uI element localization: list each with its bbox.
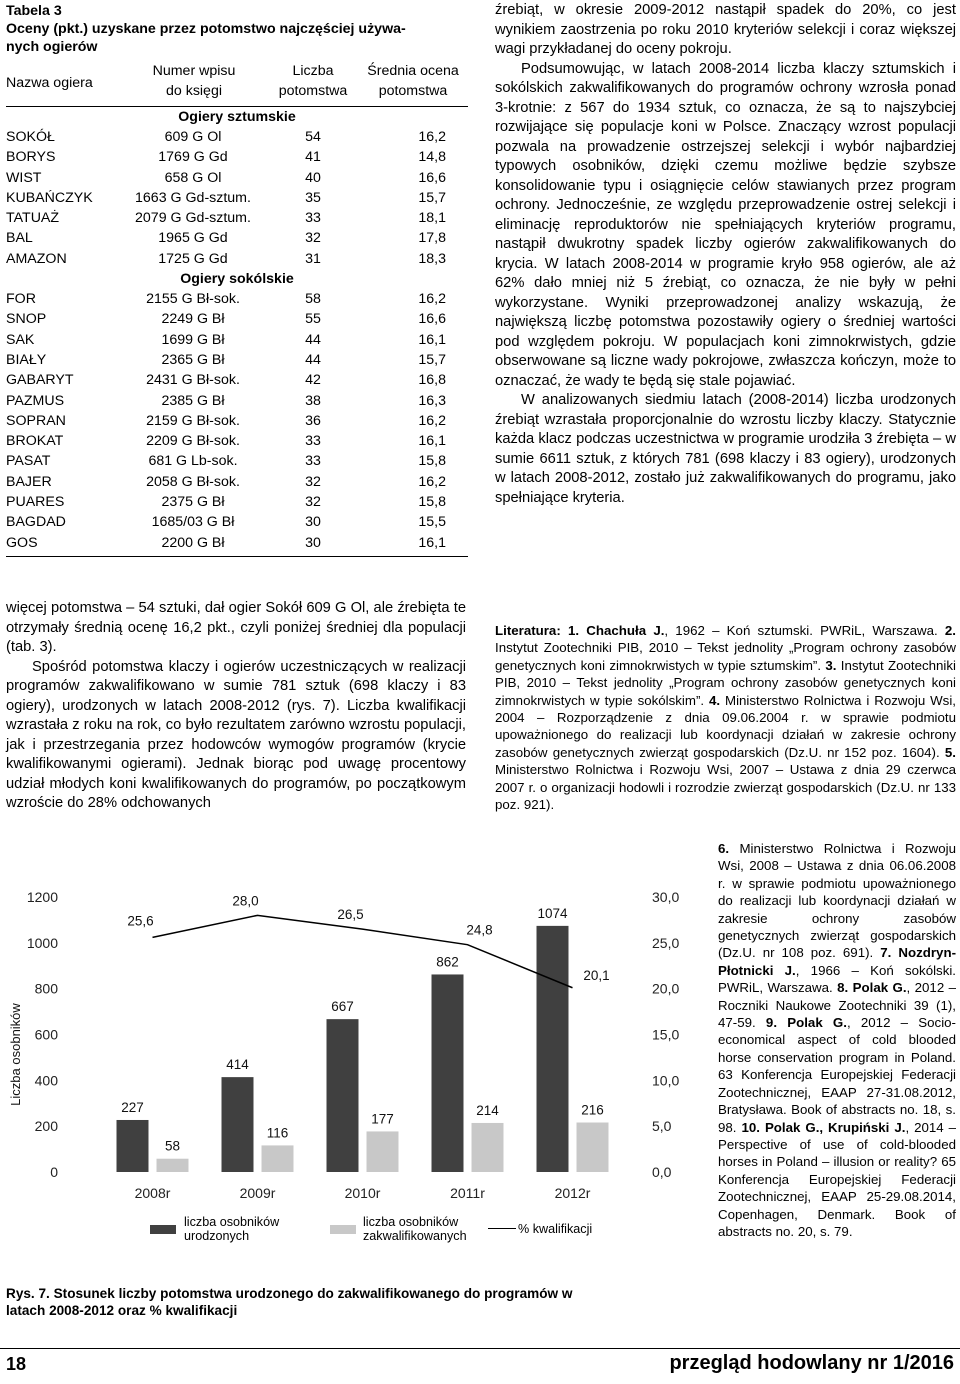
book-number: 2375 G Bł xyxy=(161,494,225,511)
table-row xyxy=(6,472,468,492)
legend-percent: % kwalifikacji xyxy=(518,1222,593,1236)
ref-7-author: Nozdryn-Płotnicki J. xyxy=(718,945,956,978)
right-column-text xyxy=(495,1,956,508)
header-count-l1: Liczba xyxy=(292,63,334,79)
x-tick-label: 2009r xyxy=(239,1185,276,1201)
bar-qualified xyxy=(577,1123,609,1173)
ref-4-text: Ministerstwo Rolnictwa i Rozwoju Wsi, 2004 – Rozporządzenie z dnia 09.06.2004 r. w sprawie podmiotu upoważnionego do realizacji lub koordynacji działań w zakresie ochrony zasobów genetycznych zwierząt gospodarskich (Dz.U. nr 152 poz. 1604). xyxy=(495,692,956,760)
average-score: 15,7 xyxy=(418,189,446,206)
table-row xyxy=(6,391,468,411)
book-number: 2385 G Bł xyxy=(161,392,225,409)
stallion-name: BROKAT xyxy=(6,433,64,450)
page-number: 18 xyxy=(6,1354,27,1374)
offspring-count: 40 xyxy=(305,169,321,186)
table-row xyxy=(6,309,468,329)
table-row xyxy=(6,350,468,370)
x-tick-label: 2008r xyxy=(134,1185,171,1201)
references-narrow xyxy=(718,840,956,1240)
chart-svg xyxy=(0,880,690,1255)
bar-born xyxy=(537,926,569,1172)
line-percent-qualification xyxy=(153,915,573,987)
bar-qualified xyxy=(367,1131,399,1172)
data-label-born: 1074 xyxy=(537,905,568,921)
y-tick-label: 200 xyxy=(34,1118,58,1135)
ref-7-text: , 1966 – Koń sokólski. PWRiL, Warszawa. xyxy=(718,962,957,996)
legend-swatch-born xyxy=(150,1225,176,1234)
stallion-name: BORYS xyxy=(6,149,56,166)
book-number: 681 G Lb-sok. xyxy=(148,453,238,470)
table-row xyxy=(6,127,468,147)
offspring-count: 55 xyxy=(305,311,321,328)
data-label-born: 414 xyxy=(226,1057,249,1073)
stallion-name: KUBAŃCZYK xyxy=(6,189,93,206)
table-row xyxy=(6,228,468,248)
book-number: 609 G Ol xyxy=(164,129,222,145)
right-paragraph-1: źrebiąt, w okresie 2009-2012 nastąpił spadek do 20%, co jest wynikiem zaostrzenia po roku 2010 kryteriów selekcji i coraz większej wagi przykładanej do oceny pokroju. xyxy=(495,2,956,57)
legend-qualified-l2: zakwalifikowanych xyxy=(363,1229,467,1243)
bar-qualified xyxy=(262,1145,294,1172)
data-label-percent: 25,6 xyxy=(127,913,154,929)
offspring-count: 36 xyxy=(305,412,321,429)
ref-1-number: 1. xyxy=(567,623,580,638)
average-score: 16,2 xyxy=(418,291,446,308)
ref-10-author: Polak G., Krupiński J. xyxy=(764,1119,906,1135)
data-label-born: 862 xyxy=(436,954,459,970)
ref-1-author: Chachuła J. xyxy=(586,623,665,638)
y-tick-label: 1200 xyxy=(26,889,58,905)
header-name: Nazwa ogiera xyxy=(6,75,93,91)
offspring-count: 33 xyxy=(305,453,321,470)
bar-born xyxy=(327,1019,359,1172)
ref-6-number: 6. xyxy=(718,841,730,856)
average-score: 16,1 xyxy=(418,331,446,348)
table-row xyxy=(6,249,468,269)
offspring-count: 54 xyxy=(305,129,321,145)
book-number: 1685/03 G Bł xyxy=(151,514,235,531)
table-bottom-rule xyxy=(6,556,468,557)
stallion-name: SNOP xyxy=(6,311,47,328)
ref-5-text: Ministerstwo Rolnictwa i Rozwoju Wsi, 2007 – Ustawa z dnia 29 czerwca 2007 r. o organizacji hodowli i rozrodzie zwierząt gospodarskich (Dz.U. nr 133 poz. 921). xyxy=(495,762,956,813)
header-book-l2: do księgi xyxy=(166,83,222,99)
ref-8-author: Polak G. xyxy=(852,980,907,996)
stallion-name: BAJER xyxy=(6,473,52,490)
y-tick-label: 800 xyxy=(34,980,58,997)
offspring-count: 32 xyxy=(305,230,321,247)
stallion-name: SAK xyxy=(6,331,35,348)
average-score: 16,8 xyxy=(418,372,446,389)
offspring-count: 33 xyxy=(305,433,321,450)
ref-2-number: 2. xyxy=(944,623,956,638)
references-label: Literatura: xyxy=(495,623,561,638)
book-number: 2431 G Bł-sok. xyxy=(146,372,240,389)
offspring-count: 58 xyxy=(305,291,321,308)
ref-2-text: Instytut Zootechniki PIB, 2010 – Tekst jednolity „Program ochrony zasobów genetycznych koni zimnokrwistych w typie sztumskim”. xyxy=(495,640,956,673)
data-label-born: 227 xyxy=(121,1099,144,1115)
table-row xyxy=(6,492,468,512)
figure-caption-line-1: Rys. 7. Stosunek liczby potomstwa urodzonego do zakwalifikowanego do programów w xyxy=(6,1286,573,1301)
book-number: 2249 G Bł xyxy=(161,311,225,328)
book-number: 2159 G Bł-sok. xyxy=(146,412,240,429)
table-row xyxy=(6,147,468,167)
average-score: 18,1 xyxy=(418,210,446,227)
bar-born xyxy=(432,974,464,1172)
ref-9-text: , 2012 – Socio-economical aspect of cold blooded horse conservation program in Poland. 63 Konferencja Europejskiej Federacji Zootechnicznej, EAAP 27-31.08.2012, Bratysława. Book of abstracts no. 18, s. 98. xyxy=(718,1015,956,1135)
ref-5-number: 5. xyxy=(944,744,956,760)
chart-legend xyxy=(150,1213,630,1249)
x-tick-label: 2012r xyxy=(554,1185,591,1201)
book-number: 658 G Ol xyxy=(164,169,222,186)
figure-caption-line-2: latach 2008-2012 oraz % kwalifikacji xyxy=(6,1303,238,1318)
data-label-percent: 28,0 xyxy=(232,893,259,909)
stallion-name: PAZMUS xyxy=(6,392,65,409)
section-header-sztumskie: Ogiery sztumskie xyxy=(178,109,296,125)
y-tick-label: 600 xyxy=(34,1026,58,1043)
book-number: 1965 G Gd xyxy=(158,230,228,247)
stallion-name: WIST xyxy=(6,169,42,186)
y2-tick-label: 5,0 xyxy=(652,1118,672,1135)
table-row xyxy=(6,289,468,309)
average-score: 16,2 xyxy=(418,129,446,145)
y-tick-label: 0 xyxy=(50,1164,58,1180)
right-paragraph-2: Podsumowując, w latach 2008-2014 liczba klaczy sztumskich i sokólskich zakwalifikowanych do programów ochrony wzrosła ponad 3-krotnie: z 567 do 1934 sztuk, co oznacza, że są to najszybciej rozwijające się populacje koni w Polsce. Znaczący wzrost populacji pozwala na prowadzenie ostrzejszej selekcji i wybór najbardziej typowych osobników, dzięki czemu możliwe będzie szybsze konsolidowanie typu i osiągnięcie celów stawianych przez program ochrony. Jednocześnie, ze względu przeprowadzenie ostrej selekcji i eliminację reproduktorów nie spełniających kryteriów programu, nastąpił dwukrotny spadek liczby ogierów zakwalifikowanych do krycia. W latach 2008-2014 w programie kryło 958 ogierów, ale aż 62% dało mniej niż 5 źrebiąt, co oznacza, że nie były w pełni wykorzystane. Wyniki przeprowadzonej analizy wskazują, że największą liczbę potomstwa pozostawiły ogiery o średniej wartości pod względem pokroju. W populacjach koni zimnokrwistych, gdzie obserwowane są liczne wady pokrojowe, zwłaszcza kończyn, może to oznaczać, że wady te będą się stale pojawiać. xyxy=(495,60,956,389)
average-score: 16,6 xyxy=(418,311,446,328)
average-score: 16,2 xyxy=(418,412,446,429)
average-score: 18,3 xyxy=(418,250,446,267)
stallion-name: SOKÓŁ xyxy=(6,129,55,145)
stallion-name: GOS xyxy=(6,534,38,551)
table-row xyxy=(6,533,468,553)
table-3 xyxy=(6,2,468,557)
y2-tick-label: 25,0 xyxy=(652,934,680,951)
offspring-count: 32 xyxy=(305,473,321,490)
data-label-percent: 20,1 xyxy=(583,967,610,983)
average-score: 15,7 xyxy=(418,351,446,368)
journal-name: przegląd hodowlany nr 1/2016 xyxy=(669,1352,954,1374)
ref-6-text: Ministerstwo Rolnictwa i Rozwoju Wsi, 2008 – Ustawa z dnia 06.06.2008 r. w sprawie podmiotu upoważnionego do realizacji lub koordynacji działań w zakresie ochrony zasobów genetycznych zwierząt gospodarskich (Dz.U. nr 108 poz. 691). xyxy=(718,841,956,961)
figure-caption xyxy=(6,1285,706,1319)
book-number: 2209 G Bł-sok. xyxy=(146,433,240,450)
book-number: 1699 G Bł xyxy=(161,331,225,348)
y2-tick-label: 0,0 xyxy=(652,1164,672,1180)
y-tick-label: 400 xyxy=(34,1072,58,1089)
stallion-name: BIAŁY xyxy=(6,351,47,368)
ref-1-text: , 1962 – Koń sztumski. PWRiL, Warszawa. xyxy=(664,623,938,638)
offspring-count: 38 xyxy=(305,392,321,409)
stallion-name: TATUAŻ xyxy=(6,210,60,227)
average-score: 15,5 xyxy=(418,514,446,531)
average-score: 14,8 xyxy=(418,149,446,166)
table-row xyxy=(6,451,468,471)
ref-9-number: 9. xyxy=(765,1015,778,1031)
stallion-name: GABARYT xyxy=(6,372,74,389)
book-number: 2155 G Bł-sok. xyxy=(146,291,240,308)
right-paragraph-3: W analizowanych siedmiu latach (2008-2014) liczba urodzonych źrebiąt wzrastała proporcjonalnie do wzrostu liczby klaczy. Statycznie każda klacz podczas uczestnictwa w programie urodziła 3 źrebięta – w sumie 6611 sztuk, z których 781 (698 klaczy i 83 ogiery), urodzonych w latach 2008-2012, zostało już zakwalifikowanych do programu, jako spełniające kryteria. xyxy=(495,392,956,506)
ref-8-text: , 2012 – Roczniki Naukowe Zootechniki 39 (1), 47-59. xyxy=(718,980,957,1031)
stallion-name: PASAT xyxy=(6,453,51,470)
legend-born-l2: urodzonych xyxy=(184,1229,250,1243)
table-row xyxy=(6,208,468,228)
average-score: 16,1 xyxy=(418,534,446,551)
stallion-name: FOR xyxy=(6,291,36,308)
y2-tick-label: 30,0 xyxy=(652,889,680,905)
data-label-qualified: 58 xyxy=(164,1138,181,1154)
header-avg-l1: Średnia ocena xyxy=(367,63,459,79)
data-label-born: 667 xyxy=(331,999,354,1015)
table-caption-title: Oceny (pkt.) uzyskane przez potomstwo najczęściej używa- xyxy=(6,21,406,37)
table-row xyxy=(6,411,468,431)
book-number: 2200 G Bł xyxy=(161,534,225,551)
ref-10-number: 10. xyxy=(741,1119,760,1135)
offspring-count: 30 xyxy=(305,514,321,531)
average-score: 15,8 xyxy=(418,494,446,511)
bar-qualified xyxy=(157,1159,189,1172)
table-row xyxy=(6,512,468,532)
left-paragraph-2: Spośród potomstwa klaczy i ogierów uczestniczących w realizacji programów zakwalifikowano w sumie 781 sztuk (698 klaczy i 83 ogiery), urodzonych w latach 2008-2012 (rys. 7). Liczba kwalifikacji wzrastała z roku na rok, co było rezultatem zarówno wzrostu populacji, jak i przestrzegania przez hodowców wymogów programów (krycie kwalifikowanymi ogierami). Jednak biorąc pod uwagę procentowy udział młodych koni kwalifikowanych do programów, po początkowym wzroście do 28% odchowanych xyxy=(6,658,466,811)
y-axis-label: Liczba osobników xyxy=(8,1003,23,1106)
bar-born xyxy=(222,1077,254,1172)
data-label-qualified: 214 xyxy=(476,1102,499,1118)
offspring-count: 44 xyxy=(305,331,321,348)
ref-7-number: 7. xyxy=(880,945,892,961)
y2-tick-label: 10,0 xyxy=(652,1072,680,1089)
ref-3-text: Instytut Zootechniki PIB, 2010 – Tekst jednolity „Program ochrony zasobów genetycznych koni zimnokrwistych w typie sokólskim”. xyxy=(495,657,956,708)
footer-rule xyxy=(0,1348,960,1349)
average-score: 16,2 xyxy=(418,473,446,490)
x-tick-label: 2010r xyxy=(344,1185,381,1201)
average-score: 16,1 xyxy=(418,433,446,450)
header-avg-l2: potomstwa xyxy=(378,83,448,99)
legend-qualified-l1: liczba osobników xyxy=(363,1215,459,1229)
ref-4-number: 4. xyxy=(708,692,721,708)
legend-born-l1: liczba osobników xyxy=(184,1215,280,1229)
book-number: 1725 G Gd xyxy=(158,250,228,267)
y2-tick-label: 20,0 xyxy=(652,980,680,997)
legend-swatch-qualified xyxy=(330,1225,356,1234)
offspring-count: 42 xyxy=(305,372,321,389)
offspring-count: 30 xyxy=(305,534,321,551)
stallion-name: PUARES xyxy=(6,494,65,511)
offspring-count: 32 xyxy=(305,494,321,511)
offspring-count: 35 xyxy=(305,189,321,206)
offspring-count: 33 xyxy=(305,210,321,227)
offspring-count: 31 xyxy=(305,250,321,267)
table-row xyxy=(6,431,468,451)
book-number: 1663 G Gd-sztum. xyxy=(135,189,251,206)
table-body-sztumskie xyxy=(6,127,468,269)
x-tick-label: 2011r xyxy=(450,1185,485,1201)
ref-8-number: 8. xyxy=(837,980,849,996)
offspring-count: 44 xyxy=(305,351,321,368)
ref-3-number: 3. xyxy=(825,657,837,673)
left-paragraph-1: więcej potomstwa – 54 sztuki, dał ogier Sokół 609 G Ol, ale źrebięta te otrzymały średnią ocenę 16,2 pkt., czyli poniżej średniej dla populacji (tab. 3). xyxy=(6,600,466,655)
figure-7-chart xyxy=(0,880,690,1255)
book-number: 2079 G Gd-sztum. xyxy=(135,210,251,227)
ref-9-author: Polak G. xyxy=(787,1015,847,1031)
offspring-count: 41 xyxy=(305,149,321,166)
table-row xyxy=(6,168,468,188)
bar-qualified xyxy=(472,1123,504,1172)
table-caption-label: Tabela 3 xyxy=(6,3,62,19)
book-number: 2365 G Bł xyxy=(161,351,225,368)
y2-tick-label: 15,0 xyxy=(652,1026,680,1043)
ref-10-text: , 2014 – Perspective of use of cold-blooded horses in Poland – illusion or reality? 65 Konferencja Europejskiej Federacji Zootechnicznej, EAAP 25-29.08.2014, Copenhagen, Denmark. Book of abstracts no. 20, s. 79. xyxy=(718,1119,957,1239)
stallion-name: BAGDAD xyxy=(6,514,66,531)
average-score: 16,3 xyxy=(418,392,446,409)
y-tick-label: 1000 xyxy=(26,934,58,951)
section-header-sokolskie: Ogiery sokólskie xyxy=(180,271,294,288)
table-body-sokolskie xyxy=(6,289,468,553)
legend-swatch-percent xyxy=(488,1228,516,1229)
table-header xyxy=(6,62,468,106)
data-label-qualified: 216 xyxy=(581,1102,604,1118)
header-book-l1: Numer wpisu xyxy=(152,63,236,79)
stallion-name: AMAZON xyxy=(6,250,67,267)
references-full-width xyxy=(495,622,956,813)
table-row xyxy=(6,188,468,208)
average-score: 15,8 xyxy=(418,453,446,470)
table-caption-title-cont: nych ogierów xyxy=(6,39,98,55)
bar-born xyxy=(117,1120,149,1172)
data-label-qualified: 177 xyxy=(371,1111,394,1127)
data-label-percent: 24,8 xyxy=(466,922,493,938)
stallion-name: SOPRAN xyxy=(6,412,66,429)
average-score: 17,8 xyxy=(418,230,446,247)
header-count-l2: potomstwa xyxy=(278,83,348,99)
left-column-text xyxy=(6,599,466,814)
stallion-name: BAL xyxy=(6,230,33,247)
book-number: 1769 G Gd xyxy=(158,149,228,166)
data-label-qualified: 116 xyxy=(266,1125,289,1141)
table-row xyxy=(6,330,468,350)
table-row xyxy=(6,370,468,390)
book-number: 2058 G Bł-sok. xyxy=(146,473,240,490)
average-score: 16,6 xyxy=(418,169,446,186)
data-label-percent: 26,5 xyxy=(337,907,364,923)
